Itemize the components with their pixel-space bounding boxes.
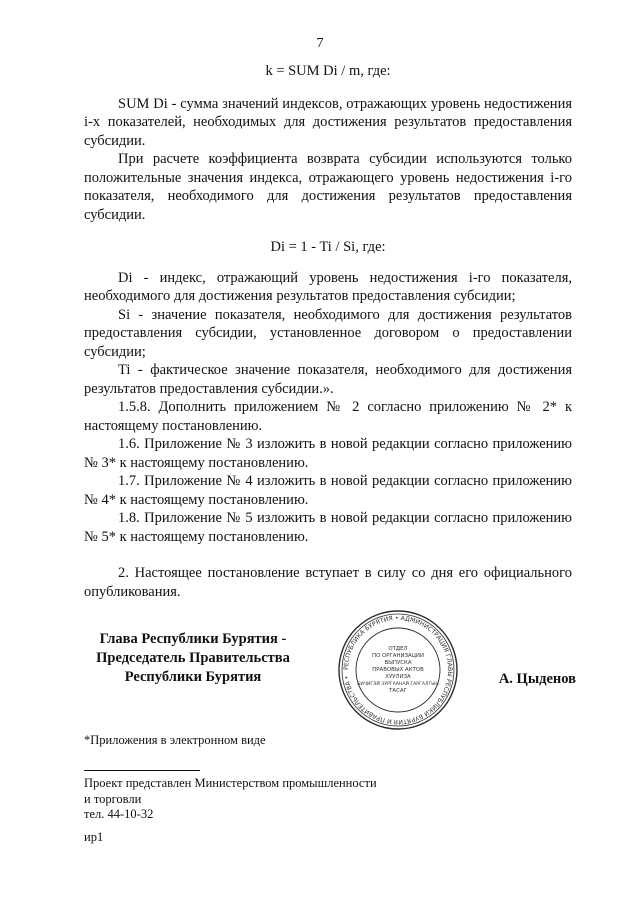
footer-line: Проект представлен Министерством промышленности	[84, 776, 377, 790]
stamp-line: ХУУЛИЗА	[385, 674, 411, 680]
stamp-line: БИЧИГЭЙ ЗУРГААНАЙ ГАРГАЛГЫН	[357, 682, 439, 687]
footnote: *Приложения в электронном виде	[84, 733, 266, 747]
spacer	[84, 546, 572, 564]
stamp-line: ВЫПУСКА	[384, 660, 412, 666]
signatory-title-line: Республики Бурятия	[124, 669, 262, 685]
signature-block	[84, 608, 576, 726]
paragraph: 1.8. Приложение № 5 изложить в новой редакции согласно приложению № 5* к настоящему постановлению.	[84, 510, 572, 545]
paragraph: 1.6. Приложение № 3 изложить в новой редакции согласно приложению № 3* к настоящему постановлению.	[84, 436, 572, 471]
formula-di: Di = 1 - Ti / Si, где:	[270, 239, 386, 255]
footer-note	[84, 776, 377, 823]
document-body	[84, 62, 572, 601]
paragraph-final: 2. Настоящее постановление вступает в силу со дня его официального опубликования.	[84, 565, 572, 600]
stamp-line: ТАСАГ	[389, 688, 407, 694]
stamp-ring-text: РЕСПУБЛИКА БУРЯТИЯ • АДМИНИСТРАЦИЯ ГЛАВЫ РЕСПУБЛИКИ БУРЯТИЯ И ПРАВИТЕЛЬСТВА •	[342, 614, 454, 726]
official-stamp-icon	[336, 608, 460, 732]
stamp-line: ОТДЕЛ	[388, 646, 408, 652]
signatory-title-line: Глава Республики Бурятия -	[99, 631, 287, 647]
signatory-title-line: Председатель Правительства	[96, 650, 290, 666]
paragraph: Di - индекс, отражающий уровень недостижения i-го показателя, необходимого для достижения результатов предоставления субсидии;	[84, 269, 572, 304]
page-number: 7	[316, 36, 324, 51]
paragraph: Si - значение показателя, необходимого для достижения результатов предоставления субсидии, установленное договором о предоставлении субсидии;	[84, 306, 572, 360]
paragraph: При расчете коэффициента возврата субсидии используются только положительные значения индекса, отражающего уровень недостижения i-го показателя, необходимого для достижения результатов предоставления субсидии.	[84, 151, 572, 223]
footer-line: и торговли	[84, 791, 142, 806]
paragraph: SUM Di - сумма значений индексов, отражающих уровень недостижения i-х показателей, необходимых для достижения результатов предоставления субсидии.	[84, 95, 572, 149]
stamp-line: ПО ОРГАНИЗАЦИИ	[372, 653, 424, 659]
paragraph: 1.5.8. Дополнить приложением № 2 согласно приложению № 2* к настоящему постановлению.	[84, 399, 572, 434]
document-code: ир1	[84, 830, 104, 844]
signer-name: А. Цыденов	[498, 671, 576, 687]
signatory-title	[84, 630, 302, 687]
footer-line: тел. 44-10-32	[84, 807, 154, 821]
stamp-line: ПРАВОВЫХ АКТОВ	[372, 667, 424, 673]
paragraph: Ti - фактическое значение показателя, необходимого для достижения результатов предоставления субсидии.».	[84, 362, 572, 397]
paragraph: 1.7. Приложение № 4 изложить в новой редакции согласно приложению № 4* к настоящему постановлению.	[84, 473, 572, 508]
footer-divider	[84, 770, 200, 771]
formula-k: k = SUM Di / m, где:	[265, 63, 391, 79]
